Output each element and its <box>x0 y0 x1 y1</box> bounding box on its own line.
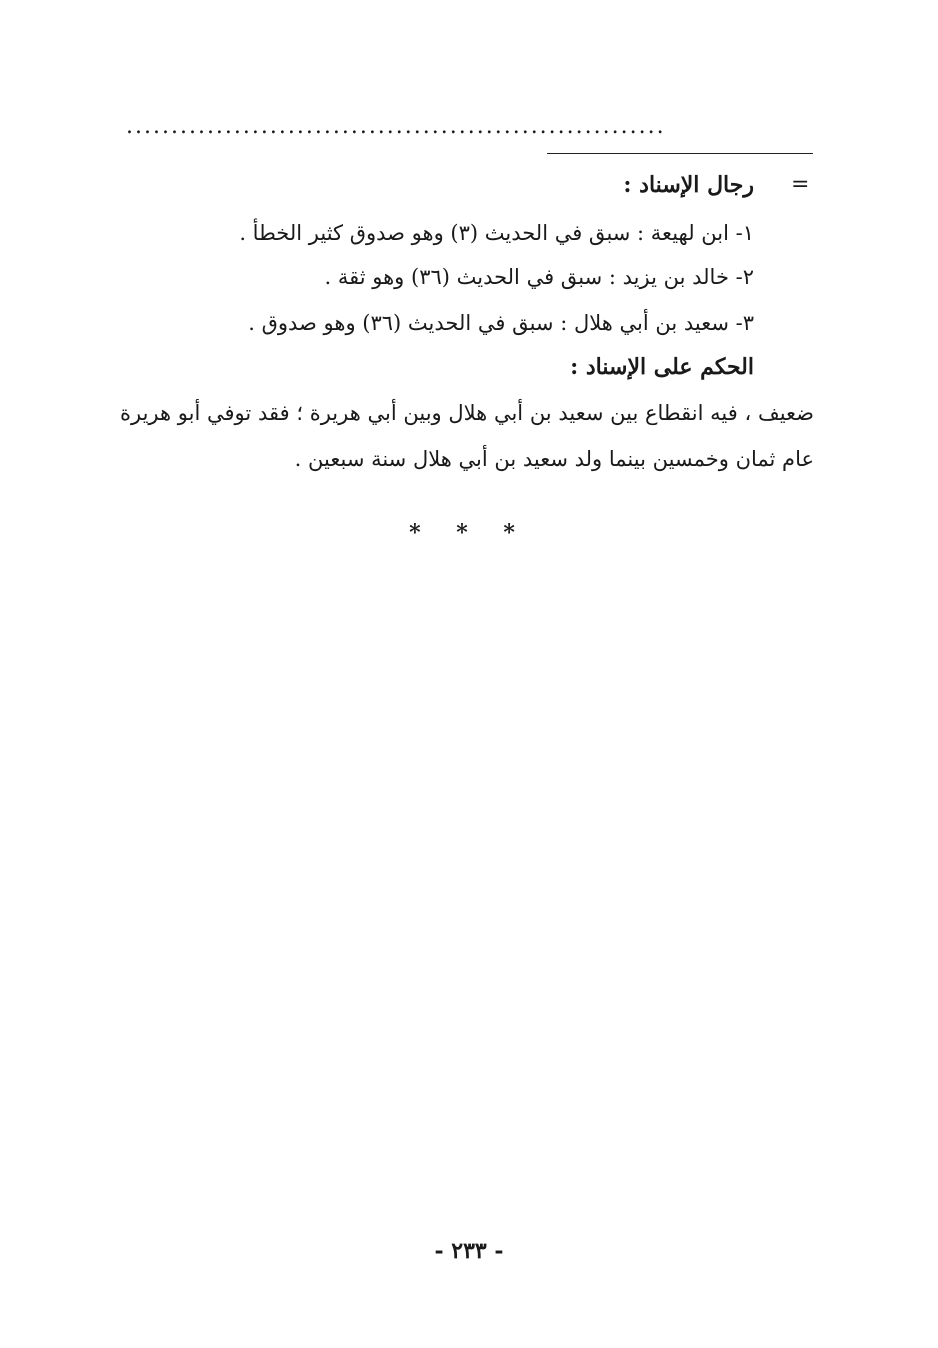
narrator-item-3: ٣- سعيد بن أبي هلال : سبق في الحديث (٣٦) وهو صدوق . <box>248 311 754 335</box>
narrators-heading: رجال الإسناد : <box>623 172 754 198</box>
continuation-mark: = <box>791 172 810 197</box>
dotted-continuation-line: ............................................................ <box>126 116 666 138</box>
section-separator-stars: * * * <box>409 520 529 546</box>
ruling-heading: الحكم على الإسناد : <box>570 354 754 380</box>
narrator-item-1: ١- ابن لهيعة : سبق في الحديث (٣) وهو صدوق كثير الخطأ . <box>239 221 754 245</box>
narrator-item-2: ٢- خالد بن يزيد : سبق في الحديث (٣٦) وهو ثقة . <box>324 265 754 289</box>
page-number: - ٢٣٣ - <box>434 1238 504 1264</box>
ruling-line-2: عام ثمان وخمسين بينما ولد سعيد بن أبي هلال سنة سبعين . <box>294 447 814 471</box>
footnote-separator-rule <box>547 153 813 154</box>
ruling-line-1: ضعيف ، فيه انقطاع بين سعيد بن أبي هلال وبين أبي هريرة ؛ فقد توفي أبو هريرة <box>120 401 814 425</box>
